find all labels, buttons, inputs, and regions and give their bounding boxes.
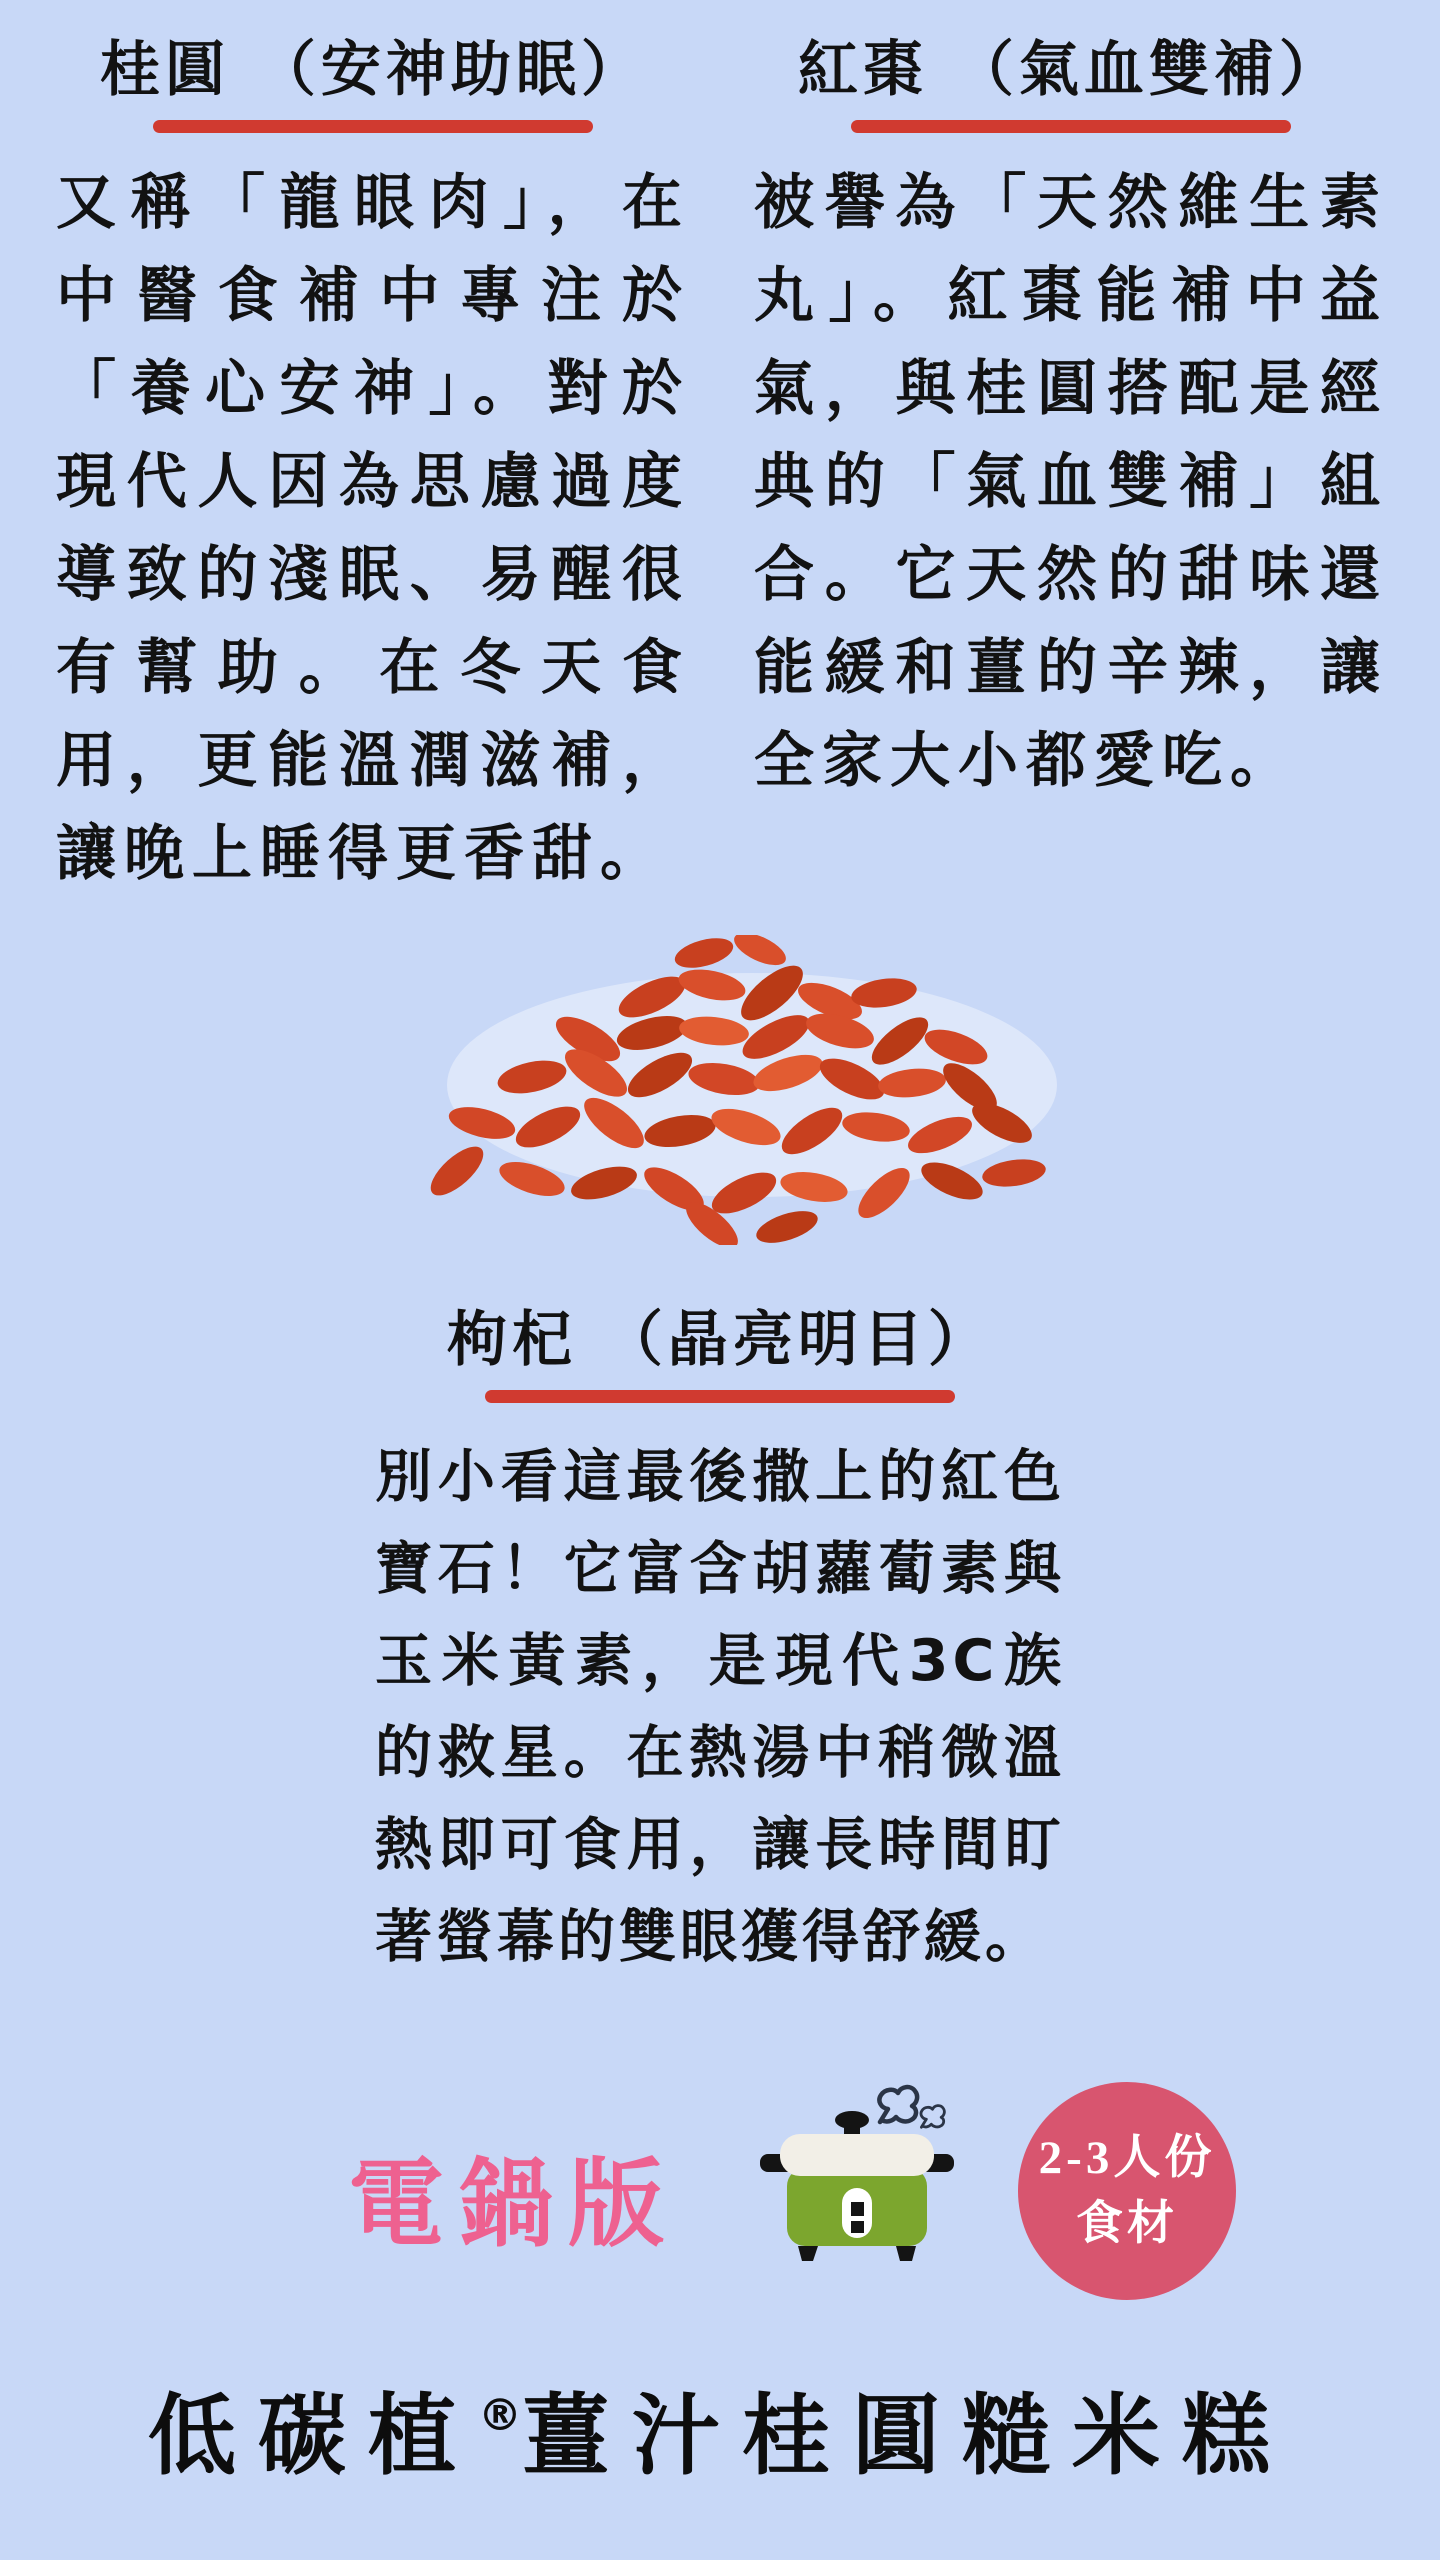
section-goji bbox=[0, 1292, 1440, 1983]
red-date-body: 被譽為「天然維生素丸」。紅棗能補中益氣，與桂圓搭配是經典的「氣血雙補」組合。它天然的甜味還能緩和薑的辛辣，讓全家大小都愛吃。 bbox=[754, 168, 1388, 796]
product-title bbox=[0, 2366, 1440, 2492]
top-columns bbox=[0, 0, 1440, 901]
red-date-title: 紅棗 （氣血雙補） bbox=[798, 35, 1344, 105]
section-red-date bbox=[754, 22, 1388, 901]
servings-line1: 2-3人份 bbox=[1038, 2132, 1216, 2184]
goji-berries-photo bbox=[352, 935, 1122, 1245]
goji-body: 別小看這最後撒上的紅色寶石！它富含胡蘿蔔素與玉米黃素，是現代3C族的救星。在熱湯中稍微溫熱即可食用，讓長時間盯著螢幕的雙眼獲得舒緩。 bbox=[375, 1444, 1065, 1970]
brand-name: 低碳植 bbox=[147, 2384, 478, 2487]
red-underline bbox=[851, 120, 1291, 133]
servings-badge bbox=[1018, 2082, 1236, 2300]
goji-title: 枸杞 （晶亮明目） bbox=[447, 1305, 993, 1375]
product-name: 薑汁桂圓糙米糕 bbox=[522, 2384, 1293, 2487]
cooker-version-label: 電鍋版 bbox=[348, 2148, 678, 2260]
longan-title: 桂圓 （安神助眠） bbox=[100, 35, 646, 105]
longan-body: 又稱「龍眼肉」，在中醫食補中專注於「養心安神」。對於現代人因為思慮過度導致的淺眠、易醒很有幫助。在冬天食用，更能溫潤滋補，讓晚上睡得更香甜。 bbox=[56, 168, 690, 889]
red-underline bbox=[485, 1390, 955, 1403]
registered-trademark-mark: ® bbox=[478, 2390, 522, 2441]
red-underline bbox=[153, 120, 593, 133]
section-longan bbox=[56, 22, 690, 901]
servings-line2: 食材 bbox=[1076, 2198, 1178, 2250]
rice-cooker-icon bbox=[752, 2078, 962, 2268]
